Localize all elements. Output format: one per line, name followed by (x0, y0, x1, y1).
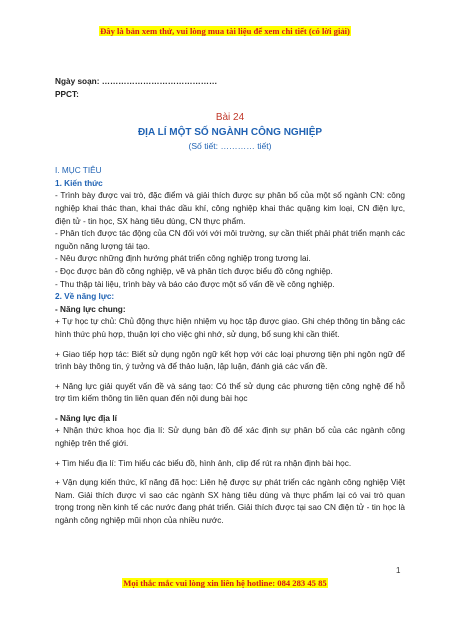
preview-banner (0, 26, 450, 36)
lesson-number: Bài 24 (215, 112, 245, 124)
hotline-banner (0, 578, 450, 588)
geo-competence-item: + Nhận thức khoa học địa lí: Sử dụng bản đồ để xác định sự phân bố của các ngành công nghiệp trên thế giới. (55, 426, 405, 449)
knowledge-item: - Trình bày được vai trò, đặc điểm và giải thích được sự phân bố của một số ngành CN: công nghiệp khai thác than, khai thác dầu khí, công nghiệp khai thác quặng kim loại, CN điện lực, điện tử - tin học, SX hàng tiêu dùng, CN thực phẩm. (55, 191, 405, 226)
subheading-competence: 2. Về năng lực: (55, 292, 115, 302)
general-competence-item: + Giao tiếp hợp tác: Biết sử dụng ngôn ngữ kết hợp với các loại phương tiện phi ngôn ngữ để trình bày thông tin, ý tưởng và để thảo luận, lập luận, đánh giá các vấn đề. (55, 349, 405, 372)
preview-banner-text: Đây là bản xem thử, vui lòng mua tài liệu để xem chi tiết (có lời giải) (100, 26, 350, 36)
hotline-banner-text: Mọi thắc mắc vui lòng xin liên hệ hotline: 084 283 45 85 (123, 578, 327, 588)
knowledge-item: - Nêu được những định hướng phát triển công nghiệp trong tương lai. (55, 254, 311, 264)
ppct-label: PPCT: (55, 89, 79, 99)
general-competence-heading: - Năng lực chung: (55, 304, 126, 314)
lesson-title: ĐỊA LÍ MỘT SỐ NGÀNH CÔNG NGHIỆP (137, 127, 323, 139)
section-heading-objectives: I. MỤC TIÊU (55, 166, 102, 176)
page-number: 1 (396, 566, 401, 575)
prep-date: Ngày soạn: …………………………………… (55, 77, 218, 86)
geo-competence-item: + Tìm hiểu địa lí: Tìm hiểu các biểu đồ, hình ảnh, clip để rút ra nhận định bài học. (55, 458, 352, 468)
knowledge-item: - Đọc được bản đồ công nghiệp, vẽ và phân tích được biểu đồ công nghiệp. (55, 266, 333, 276)
subheading-knowledge: 1. Kiến thức (55, 178, 103, 188)
geo-competence-heading: - Năng lực địa lí (55, 413, 117, 423)
knowledge-item: - Thu thập tài liệu, trình bày và báo cáo được một số vấn đề về công nghiệp. (55, 279, 335, 289)
general-competence-item: + Năng lực giải quyết vấn đề và sáng tạo: Có thể sử dụng các phương tiện công nghệ để hỗ trợ tìm kiếm thông tin liên quan đến nội dung bài học (55, 381, 405, 404)
general-competence-item: + Tự học tự chủ: Chủ động thực hiện nhiệm vụ học tập được giao. Ghi chép thông tin bằng các hình thức phù hợp, thuận lợi cho việc ghi nhớ, sử dụng, bổ sung khi cần thiết. (55, 317, 405, 339)
knowledge-item: - Phân tích được tác động của CN đối với với môi trường, sự cần thiết phải phát triển mạnh các nguồn năng lượng tái tạo. (55, 229, 405, 251)
geo-competence-item: + Vận dụng kiến thức, kĩ năng đã học: Liên hệ được sự phát triển các ngành công nghiệp Việt Nam. Giải thích được vì sao các ngành SX hàng tiêu dùng và thực phẩm lại có vai trò quan trọng trong nền kinh tế các nước đang phát triển. Giải thích được tại sao CN điện tử - tin học là ngành công nghiệp mũi nhọn của nhiều nước. (55, 478, 405, 526)
document-body (55, 76, 405, 528)
lesson-periods: (Số tiết: ………… tiết) (188, 141, 272, 152)
